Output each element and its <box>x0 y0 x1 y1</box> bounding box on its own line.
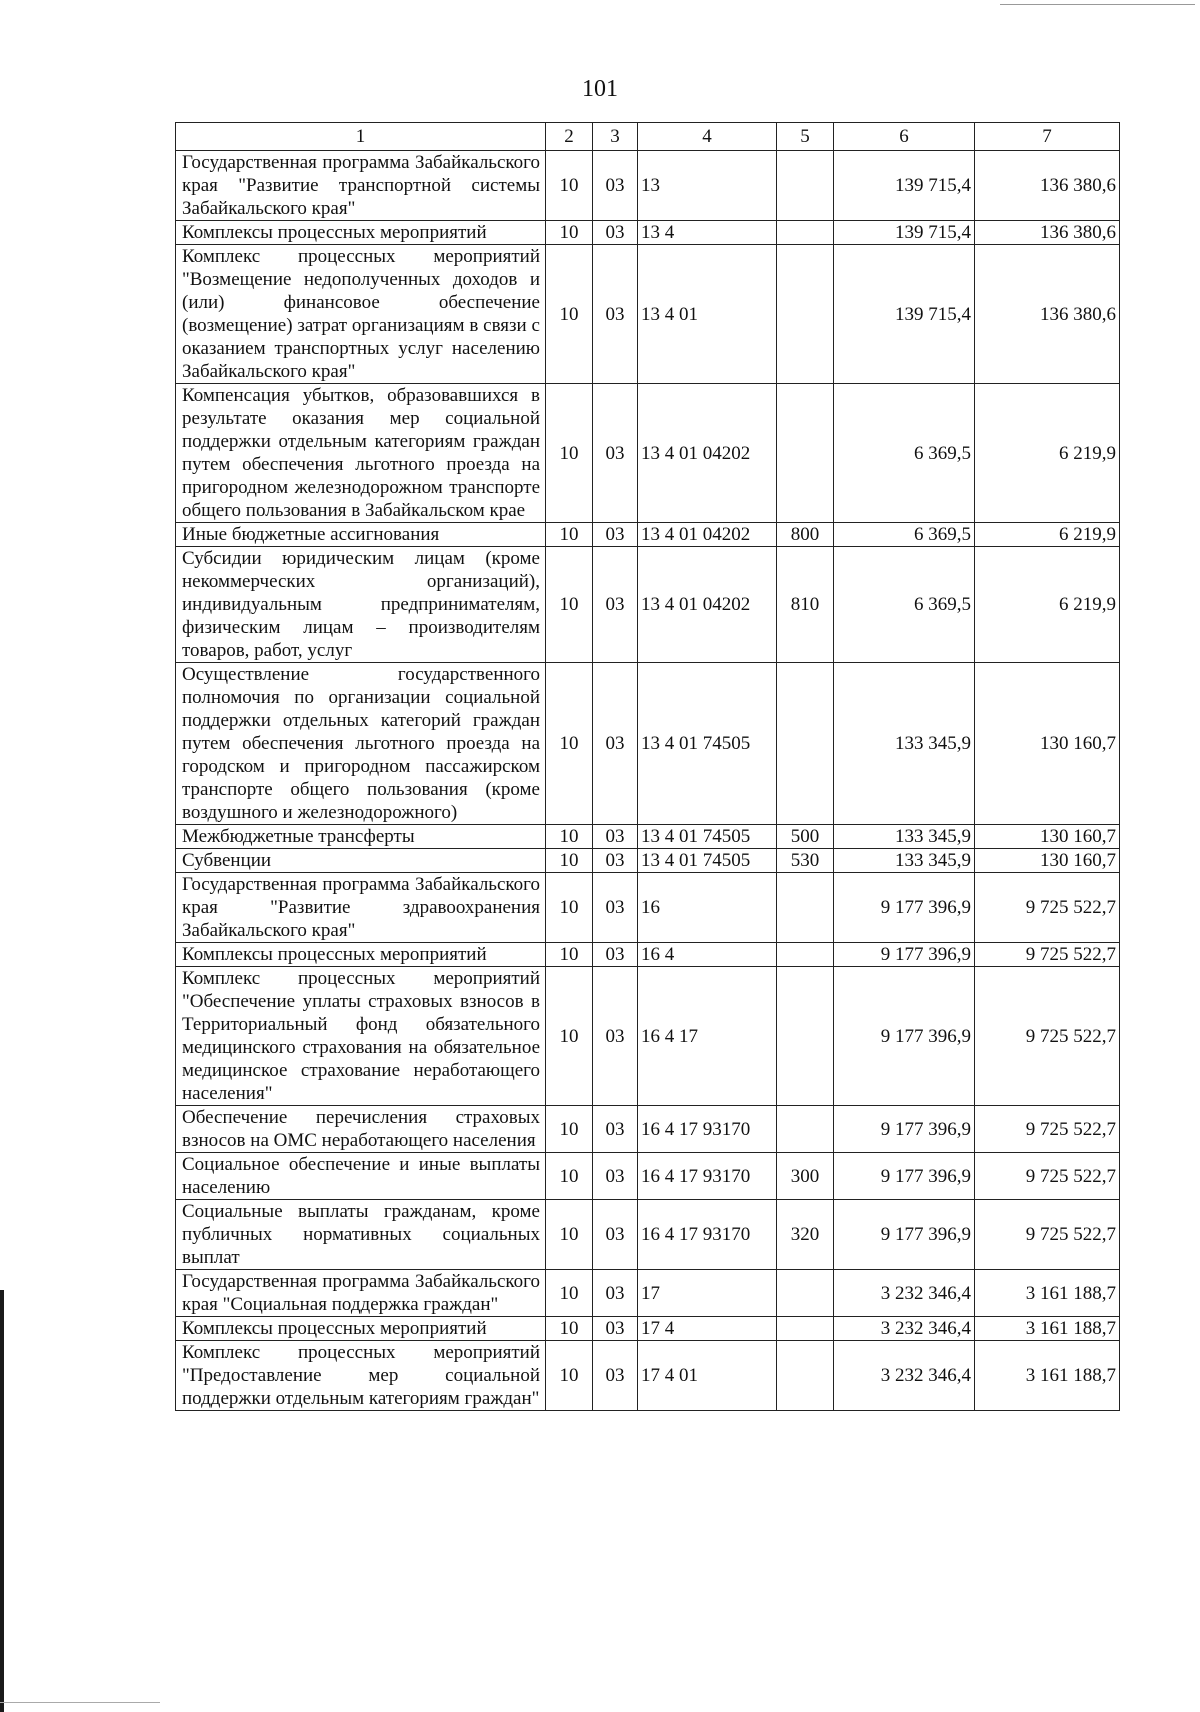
row-name-cell: Социальные выплаты гражданам, кроме публичных нормативных социальных выплат <box>176 1200 546 1270</box>
expense-type-cell <box>777 1317 834 1341</box>
amount-year1-cell: 133 345,9 <box>834 849 975 873</box>
table-row <box>176 873 1120 943</box>
section-cell: 10 <box>546 1341 593 1411</box>
subsection-cell: 03 <box>593 221 638 245</box>
target-article-cell: 16 4 <box>638 943 777 967</box>
table-row <box>176 245 1120 384</box>
row-name-cell: Государственная программа Забайкальского края "Развитие транспортной системы Забайкальского края" <box>176 151 546 221</box>
target-article-cell: 13 4 01 <box>638 245 777 384</box>
section-cell: 10 <box>546 151 593 221</box>
section-cell: 10 <box>546 245 593 384</box>
amount-year2-cell: 9 725 522,7 <box>975 1200 1120 1270</box>
subsection-cell: 03 <box>593 849 638 873</box>
header-cell: 2 <box>546 123 593 151</box>
header-cell: 5 <box>777 123 834 151</box>
table-row <box>176 1341 1120 1411</box>
target-article-cell: 16 4 17 93170 <box>638 1106 777 1153</box>
amount-year2-cell: 130 160,7 <box>975 663 1120 825</box>
amount-year2-cell: 6 219,9 <box>975 384 1120 523</box>
expense-type-cell <box>777 1270 834 1317</box>
row-name-cell: Иные бюджетные ассигнования <box>176 523 546 547</box>
amount-year1-cell: 139 715,4 <box>834 151 975 221</box>
section-cell: 10 <box>546 221 593 245</box>
amount-year1-cell: 3 232 346,4 <box>834 1317 975 1341</box>
section-cell: 10 <box>546 523 593 547</box>
amount-year1-cell: 6 369,5 <box>834 523 975 547</box>
section-cell: 10 <box>546 873 593 943</box>
table-row <box>176 1270 1120 1317</box>
subsection-cell: 03 <box>593 245 638 384</box>
table-row <box>176 849 1120 873</box>
row-name-cell: Межбюджетные трансферты <box>176 825 546 849</box>
section-cell: 10 <box>546 1106 593 1153</box>
subsection-cell: 03 <box>593 1317 638 1341</box>
table-row <box>176 1153 1120 1200</box>
expense-type-cell <box>777 1341 834 1411</box>
section-cell: 10 <box>546 1270 593 1317</box>
row-name-cell: Комплекс процессных мероприятий "Обеспечение уплаты страховых взносов в Территориальный фонд обязательного медицинского страхования на обязательное медицинское страхование неработающего населения" <box>176 967 546 1106</box>
amount-year2-cell: 130 160,7 <box>975 849 1120 873</box>
amount-year2-cell: 9 725 522,7 <box>975 1106 1120 1153</box>
page-number: 101 <box>582 76 618 102</box>
row-name-cell: Комплексы процессных мероприятий <box>176 1317 546 1341</box>
amount-year1-cell: 133 345,9 <box>834 663 975 825</box>
subsection-cell: 03 <box>593 384 638 523</box>
subsection-cell: 03 <box>593 943 638 967</box>
table-row <box>176 1106 1120 1153</box>
section-cell: 10 <box>546 1200 593 1270</box>
amount-year1-cell: 139 715,4 <box>834 245 975 384</box>
subsection-cell: 03 <box>593 1270 638 1317</box>
amount-year1-cell: 3 232 346,4 <box>834 1270 975 1317</box>
target-article-cell: 13 4 01 74505 <box>638 849 777 873</box>
header-cell: 3 <box>593 123 638 151</box>
amount-year2-cell: 130 160,7 <box>975 825 1120 849</box>
amount-year1-cell: 9 177 396,9 <box>834 1153 975 1200</box>
amount-year1-cell: 6 369,5 <box>834 384 975 523</box>
amount-year1-cell: 9 177 396,9 <box>834 873 975 943</box>
row-name-cell: Компенсация убытков, образовавшихся в результате оказания мер социальной поддержки отдельным категориям граждан путем обеспечения льготного проезда на пригородном железнодорожном транспорте общего пользования в Забайкальском крае <box>176 384 546 523</box>
amount-year1-cell: 6 369,5 <box>834 547 975 663</box>
target-article-cell: 13 4 <box>638 221 777 245</box>
subsection-cell: 03 <box>593 547 638 663</box>
expense-type-cell <box>777 1106 834 1153</box>
section-cell: 10 <box>546 663 593 825</box>
amount-year2-cell: 9 725 522,7 <box>975 943 1120 967</box>
amount-year2-cell: 9 725 522,7 <box>975 967 1120 1106</box>
row-name-cell: Государственная программа Забайкальского края "Развитие здравоохранения Забайкальского края" <box>176 873 546 943</box>
section-cell: 10 <box>546 849 593 873</box>
subsection-cell: 03 <box>593 873 638 943</box>
amount-year2-cell: 136 380,6 <box>975 245 1120 384</box>
amount-year2-cell: 136 380,6 <box>975 221 1120 245</box>
subsection-cell: 03 <box>593 663 638 825</box>
target-article-cell: 16 4 17 <box>638 967 777 1106</box>
expense-type-cell <box>777 384 834 523</box>
table-row <box>176 825 1120 849</box>
expense-type-cell <box>777 663 834 825</box>
section-cell: 10 <box>546 943 593 967</box>
expense-type-cell <box>777 221 834 245</box>
amount-year1-cell: 9 177 396,9 <box>834 1106 975 1153</box>
header-cell: 6 <box>834 123 975 151</box>
row-name-cell: Осуществление государственного полномочия по организации социальной поддержки отдельных категорий граждан путем обеспечения льготного проезда на городском и пригородном пассажирском транспорте общего пользования (кроме воздушного и железнодорожного) <box>176 663 546 825</box>
subsection-cell: 03 <box>593 967 638 1106</box>
header-row <box>176 123 1120 151</box>
table-row <box>176 663 1120 825</box>
row-name-cell: Государственная программа Забайкальского края "Социальная поддержка граждан" <box>176 1270 546 1317</box>
target-article-cell: 13 4 01 74505 <box>638 663 777 825</box>
row-name-cell: Субсидии юридическим лицам (кроме некоммерческих организаций), индивидуальным предпринимателям, физическим лицам – производителям товаров, работ, услуг <box>176 547 546 663</box>
expense-type-cell <box>777 151 834 221</box>
subsection-cell: 03 <box>593 1341 638 1411</box>
section-cell: 10 <box>546 825 593 849</box>
target-article-cell: 16 4 17 93170 <box>638 1153 777 1200</box>
table-row <box>176 384 1120 523</box>
table-row <box>176 1200 1120 1270</box>
subsection-cell: 03 <box>593 825 638 849</box>
amount-year2-cell: 3 161 188,7 <box>975 1270 1120 1317</box>
target-article-cell: 13 4 01 04202 <box>638 523 777 547</box>
scan-edge-shadow <box>0 1290 4 1712</box>
row-name-cell: Комплексы процессных мероприятий <box>176 943 546 967</box>
table-row <box>176 967 1120 1106</box>
expense-type-cell <box>777 943 834 967</box>
table-row <box>176 523 1120 547</box>
expense-type-cell <box>777 873 834 943</box>
table-row <box>176 547 1120 663</box>
row-name-cell: Субвенции <box>176 849 546 873</box>
budget-table <box>175 122 1120 1411</box>
amount-year1-cell: 9 177 396,9 <box>834 967 975 1106</box>
row-name-cell: Социальное обеспечение и иные выплаты населению <box>176 1153 546 1200</box>
target-article-cell: 17 <box>638 1270 777 1317</box>
amount-year2-cell: 9 725 522,7 <box>975 1153 1120 1200</box>
subsection-cell: 03 <box>593 523 638 547</box>
target-article-cell: 13 4 01 04202 <box>638 384 777 523</box>
target-article-cell: 17 4 <box>638 1317 777 1341</box>
header-cell: 1 <box>176 123 546 151</box>
header-cell: 7 <box>975 123 1120 151</box>
target-article-cell: 17 4 01 <box>638 1341 777 1411</box>
table-row <box>176 943 1120 967</box>
target-article-cell: 16 4 17 93170 <box>638 1200 777 1270</box>
expense-type-cell: 800 <box>777 523 834 547</box>
table-row <box>176 221 1120 245</box>
row-name-cell: Комплекс процессных мероприятий "Возмещение недополученных доходов и (или) финансовое обеспечение (возмещение) затрат организациям в связи с оказанием транспортных услуг населению Забайкальского края" <box>176 245 546 384</box>
subsection-cell: 03 <box>593 151 638 221</box>
expense-type-cell: 320 <box>777 1200 834 1270</box>
row-name-cell: Комплекс процессных мероприятий "Предоставление мер социальной поддержки отдельным категориям граждан" <box>176 1341 546 1411</box>
scan-edge-line <box>1000 4 1195 5</box>
section-cell: 10 <box>546 1153 593 1200</box>
row-name-cell: Обеспечение перечисления страховых взносов на ОМС неработающего населения <box>176 1106 546 1153</box>
amount-year2-cell: 136 380,6 <box>975 151 1120 221</box>
section-cell: 10 <box>546 547 593 663</box>
target-article-cell: 13 4 01 74505 <box>638 825 777 849</box>
target-article-cell: 16 <box>638 873 777 943</box>
section-cell: 10 <box>546 384 593 523</box>
expense-type-cell <box>777 245 834 384</box>
expense-type-cell: 300 <box>777 1153 834 1200</box>
table-row <box>176 1317 1120 1341</box>
amount-year1-cell: 139 715,4 <box>834 221 975 245</box>
amount-year1-cell: 3 232 346,4 <box>834 1341 975 1411</box>
section-cell: 10 <box>546 967 593 1106</box>
expense-type-cell: 500 <box>777 825 834 849</box>
subsection-cell: 03 <box>593 1200 638 1270</box>
expense-type-cell: 810 <box>777 547 834 663</box>
amount-year2-cell: 9 725 522,7 <box>975 873 1120 943</box>
target-article-cell: 13 4 01 04202 <box>638 547 777 663</box>
amount-year2-cell: 3 161 188,7 <box>975 1341 1120 1411</box>
subsection-cell: 03 <box>593 1153 638 1200</box>
section-cell: 10 <box>546 1317 593 1341</box>
subsection-cell: 03 <box>593 1106 638 1153</box>
row-name-cell: Комплексы процессных мероприятий <box>176 221 546 245</box>
amount-year1-cell: 133 345,9 <box>834 825 975 849</box>
target-article-cell: 13 <box>638 151 777 221</box>
amount-year1-cell: 9 177 396,9 <box>834 943 975 967</box>
header-cell: 4 <box>638 123 777 151</box>
amount-year2-cell: 6 219,9 <box>975 547 1120 663</box>
expense-type-cell: 530 <box>777 849 834 873</box>
amount-year2-cell: 3 161 188,7 <box>975 1317 1120 1341</box>
scan-edge-line <box>0 1702 160 1703</box>
amount-year1-cell: 9 177 396,9 <box>834 1200 975 1270</box>
amount-year2-cell: 6 219,9 <box>975 523 1120 547</box>
expense-type-cell <box>777 967 834 1106</box>
table-row <box>176 151 1120 221</box>
